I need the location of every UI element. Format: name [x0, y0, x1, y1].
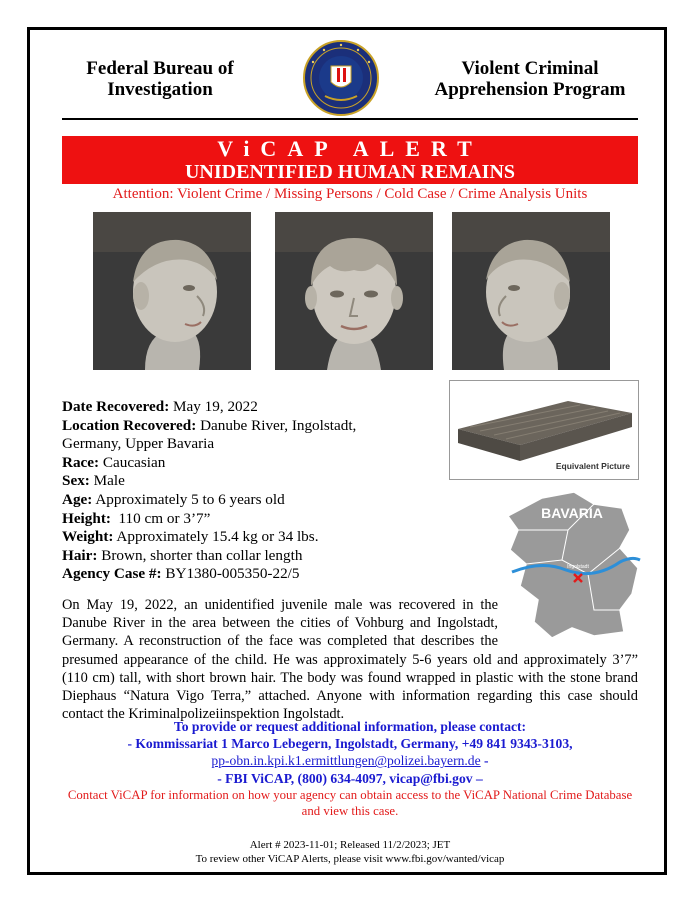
map-marker-label: Ingolstadt	[567, 564, 589, 570]
contact-email-link[interactable]: pp-obn.in.kpi.k1.ermittlungen@polizei.bayern.de	[211, 753, 481, 769]
reconstruction-photo-right	[452, 212, 610, 370]
contact-heading: To provide or request additional information, please contact:	[173, 719, 527, 734]
contact-fbi-vicap: - FBI ViCAP, (800) 634-4097, vicap@fbi.gov –	[217, 770, 483, 786]
program-name	[430, 58, 630, 100]
victim-details	[62, 398, 392, 584]
detail-weight: Weight: Approximately 15.4 kg or 34 lbs.	[62, 528, 319, 546]
agency-name	[72, 58, 248, 100]
narrative-line2: Danube River in the area between the cities of Vohburg and Ingolstadt,	[62, 615, 498, 632]
program-name-line1: Violent Criminal	[461, 58, 599, 79]
detail-sex: Sex: Male	[62, 472, 125, 490]
detail-location-recovered: Location Recovered: Danube River, Ingolstadt,	[62, 416, 357, 434]
contact-block	[62, 718, 638, 819]
agency-name-line1: Federal Bureau of	[86, 58, 234, 79]
agency-name-line2: Investigation	[107, 79, 213, 100]
narrative-line1: On May 19, 2022, an unidentified juvenile male was recovered in the	[62, 597, 498, 613]
detail-height: Height: 110 cm or 3’7”	[62, 509, 211, 527]
detail-race: Race: Caucasian	[62, 453, 166, 471]
detail-location-continued: Germany, Upper Bavaria	[62, 435, 215, 453]
contact-kommissariat: - Kommissariat 1 Marco Lebegern, Ingolstadt, Germany, +49 841 9343-3103,	[127, 736, 573, 752]
detail-hair: Hair: Brown, shorter than collar length	[62, 546, 303, 564]
alert-title: ViCAP ALERT	[217, 136, 483, 161]
header-divider	[62, 118, 638, 120]
contact-access-note: Contact ViCAP for information on how your agency can obtain access to the ViCAP National Crime Database and view this case.	[67, 787, 633, 818]
detail-agency-case: Agency Case #: BY1380-005350-22/5	[62, 565, 300, 583]
stone-caption: Equivalent Picture	[555, 461, 630, 471]
attention-line: Attention: Violent Crime / Missing Persons / Cold Case / Crime Analysis Units	[112, 186, 588, 202]
reconstruction-photo-left	[93, 212, 251, 370]
program-name-line2: Apprehension Program	[434, 79, 626, 100]
detail-date-recovered: Date Recovered: May 19, 2022	[62, 398, 258, 415]
contact-email-line: pp-obn.in.kpi.k1.ermittlungen@polizei.bayern.de -	[211, 753, 489, 769]
detail-age: Age: Approximately 5 to 6 years old	[62, 490, 285, 508]
fbi-seal-icon	[303, 40, 379, 116]
alert-subtitle: UNIDENTIFIED HUMAN REMAINS	[184, 161, 516, 183]
map-title: BAVARIA	[541, 505, 603, 521]
alert-banner	[62, 136, 638, 184]
stone-equivalent-picture	[449, 380, 639, 480]
footer-review-link: To review other ViCAP Alerts, please visit www.fbi.gov/wanted/vicap	[195, 853, 505, 865]
reconstruction-photo-front	[275, 212, 433, 370]
case-narrative	[62, 596, 638, 723]
narrative-rest: presumed appearance of the child. He was approximately 5-6 years old and approximately 3’7” (110 cm) tall, with short brown hair. The body was found wrapped in plastic with the stone brand Diephaus “Natura Vigo Terra,” attached. Anyone with information regarding this case should contact the Kriminalpolizeiinspektion Ingolstadt.	[62, 651, 638, 723]
narrative-line3: Germany. A reconstruction of the face was completed that describes the	[62, 633, 498, 650]
page-footer	[62, 838, 638, 866]
footer-alert-number: Alert # 2023-11-01; Released 11/2/2023; JET	[249, 839, 451, 851]
